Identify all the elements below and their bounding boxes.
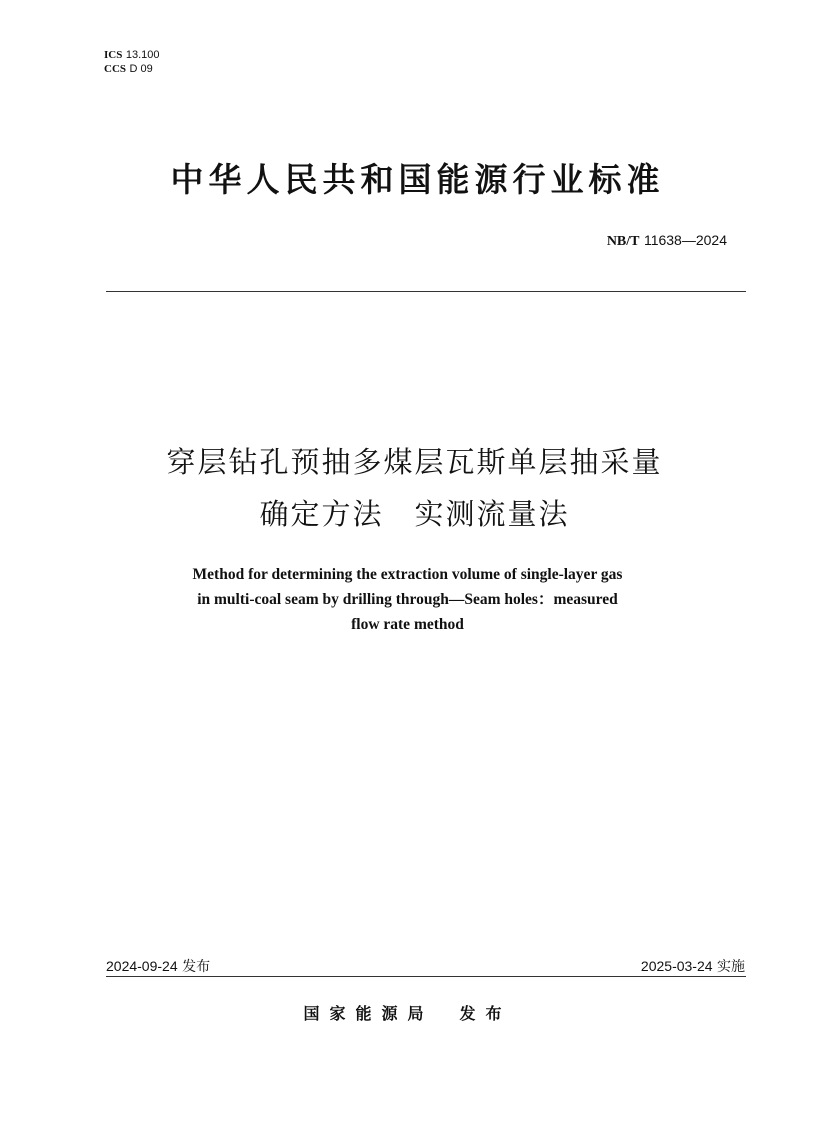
bottom-divider [106,976,746,977]
issuing-authority [0,1001,815,1024]
standard-name: 中华人民共和国能源行业标准 [170,160,665,199]
chinese-title-line-2: 确定方法 实测流量法 [259,497,570,531]
ics-value: 13.100 [125,49,160,61]
ccs-code [104,62,160,76]
publish-date [106,956,210,976]
english-title-line-2: in multi-coal seam by drilling through—Seam holes：measured [197,591,618,608]
implementation-date-value: 2025-03-24 [640,958,713,974]
chinese-title-line-1: 穿层钻孔预抽多煤层瓦斯单层抽采量 [166,445,663,479]
issuer-action: 发布 [459,1004,512,1023]
ics-code [104,48,160,62]
ccs-label: CCS [104,63,127,75]
english-title-line-3: flow rate method [351,616,464,633]
top-divider [106,291,746,292]
publish-date-value: 2024-09-24 [106,958,178,974]
publish-date-label: 发布 [182,959,211,975]
issuer-name: 国家能源局 [303,1004,434,1023]
implementation-date [641,956,745,976]
standard-number-value: 11638—2024 [643,232,727,248]
standard-number-prefix: NB/T [606,234,640,249]
implementation-date-label: 实施 [717,959,745,975]
ccs-value: D 09 [129,63,153,75]
ics-label: ICS [104,49,123,61]
classification-codes [104,48,160,76]
standard-number [607,232,727,250]
english-title-line-1: Method for determining the extraction volume of single-layer gas [192,566,623,583]
